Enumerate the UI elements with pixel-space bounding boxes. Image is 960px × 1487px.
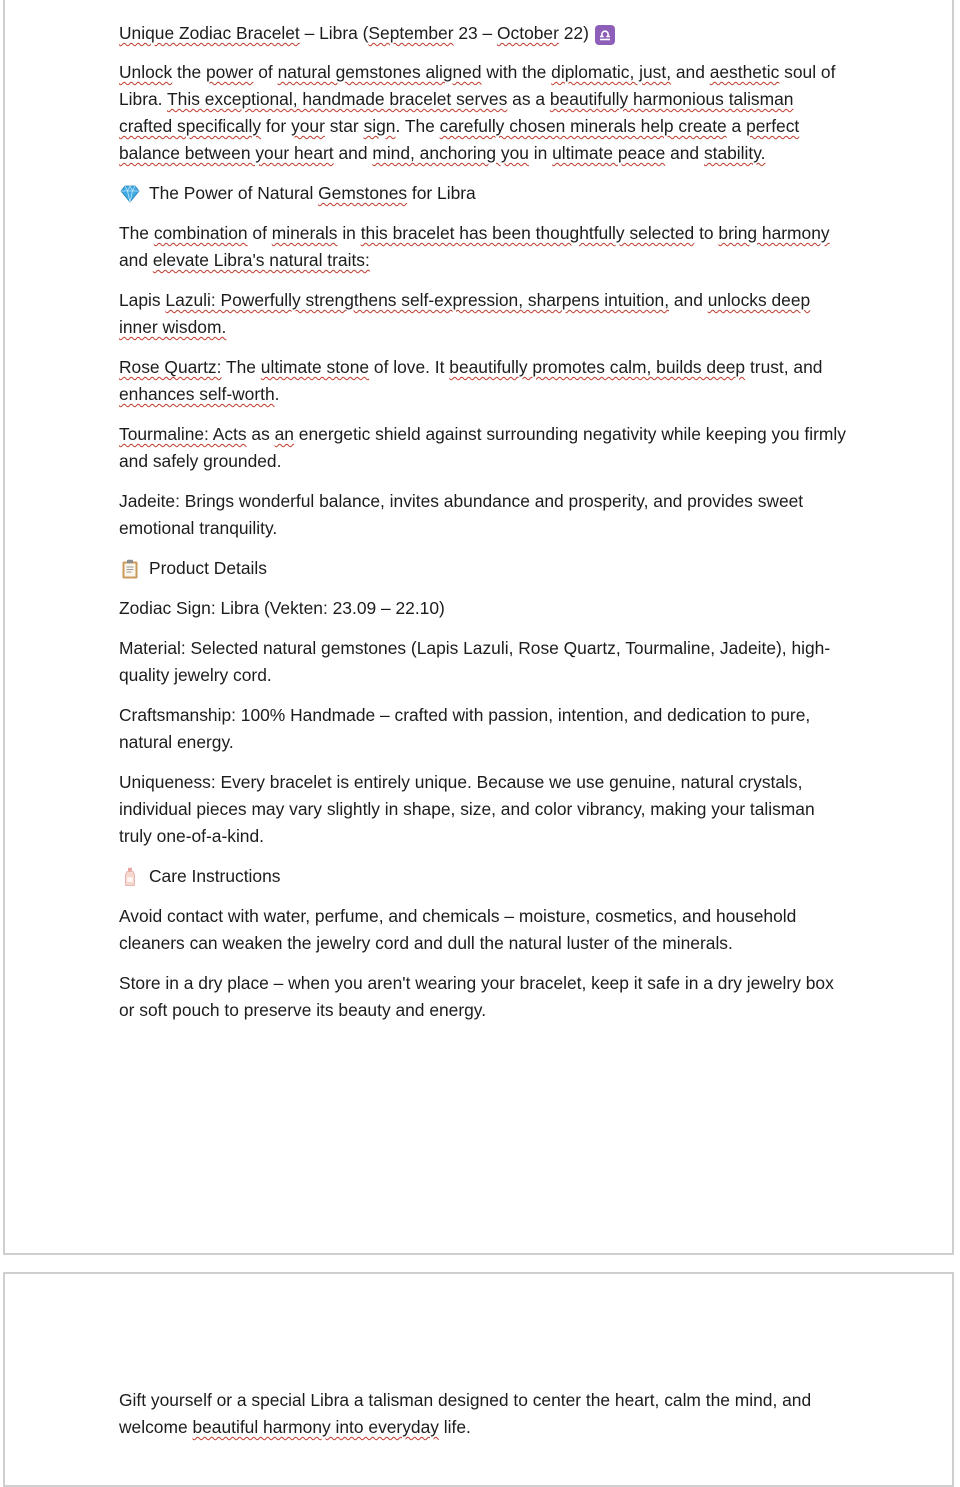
document-page-2 [3, 1272, 954, 1487]
libra-zodiac-icon [595, 25, 615, 45]
uniqueness-paragraph[interactable]: Uniqueness: Every bracelet is entirely unique. Because we use genuine, natural crystals, individual pieces may vary slightly in shape, size, and color vibrancy, making your talisman truly one-of-a-kind. [119, 772, 815, 846]
rose-quartz-paragraph[interactable]: Rose Quartz: The ultimate stone of love. It beautifully promotes calm, builds deep trust, and enhances self-worth. [119, 357, 823, 404]
misspelled-word[interactable]: ultimate stone [260, 357, 370, 377]
misspelled-word[interactable]: diplomatic, just, [551, 62, 672, 82]
misspelled-word[interactable]: September [368, 23, 454, 43]
misspelled-word[interactable]: ultimate peace [552, 143, 666, 163]
misspelled-word[interactable]: perfect balance between your heart [119, 116, 800, 163]
zodiac-sign-line[interactable]: Zodiac Sign: Libra (Vekten: 23.09 – 22.10) [119, 598, 445, 618]
document-title[interactable]: Unique Zodiac Bracelet – Libra (September 23 – October 22) [119, 20, 849, 47]
combination-paragraph[interactable]: The combination of minerals in this bracelet has been thoughtfully selected to bring harmony and elevate Libra's natural traits: [119, 223, 830, 270]
intro-paragraph[interactable]: Unlock the power of natural gemstones aligned with the diplomatic, just, and aesthetic soul of Libra. This exceptional, handmade bracelet serves as a beautifully harmonious talisman crafted specifically for your star sign. The carefully chosen minerals help create a perfect balance between your heart and mind, anchoring you in ultimate peace and stability. [119, 62, 836, 163]
jadeite-paragraph[interactable]: Jadeite: Brings wonderful balance, invites abundance and prosperity, and provides sweet emotional tranquility. [119, 491, 804, 538]
misspelled-word[interactable]: power [206, 62, 254, 82]
power-heading[interactable]: The Power of Natural Gemstones for Libra [119, 180, 849, 207]
page-1-content [119, 20, 849, 1037]
misspelled-word[interactable]: combination [153, 223, 248, 243]
misspelled-word[interactable]: Lazuli: Powerfully strengthens self-expression, sharpens intuition, [165, 290, 670, 310]
tourmaline-paragraph[interactable]: Tourmaline: Acts as an energetic shield against surrounding negativity while keeping you firmly and safely grounded. [119, 424, 846, 471]
misspelled-word[interactable]: stability. [703, 143, 766, 163]
misspelled-word[interactable]: elevate Libra's natural traits: [152, 250, 370, 270]
misspelled-word[interactable]: minerals [271, 223, 338, 243]
gift-paragraph[interactable]: Gift yourself or a special Libra a talisman designed to center the heart, calm the mind, and welcome beautiful harmony into everyday life. [119, 1390, 812, 1437]
misspelled-word[interactable]: natural gemstones aligned [277, 62, 482, 82]
page-2-content [119, 1387, 849, 1454]
lotion-bottle-icon [119, 866, 141, 888]
misspelled-word[interactable]: unlocks deep inner wisdom. [119, 290, 811, 337]
misspelled-word[interactable]: beautifully harmonious talisman crafted specifically [119, 89, 794, 136]
misspelled-word[interactable]: bring harmony [718, 223, 830, 243]
care-store-paragraph[interactable]: Store in a dry place – when you aren't wearing your bracelet, keep it safe in a dry jewelry box or soft pouch to preserve its beauty and energy. [119, 973, 834, 1020]
document-page-1 [3, 0, 954, 1255]
misspelled-word[interactable]: Unlock [119, 62, 173, 82]
misspelled-word[interactable]: enhances self-worth [119, 384, 275, 404]
care-heading[interactable]: Care Instructions [119, 863, 849, 890]
clipboard-icon [119, 558, 141, 580]
misspelled-word[interactable]: Rose Quartz: [119, 357, 222, 377]
misspelled-word[interactable]: carefully chosen minerals help create [439, 116, 727, 136]
details-heading[interactable]: Product Details [119, 555, 849, 582]
misspelled-word[interactable]: mind, anchoring you [372, 143, 529, 163]
care-avoid-paragraph[interactable]: Avoid contact with water, perfume, and chemicals – moisture, cosmetics, and household cleaners can weaken the jewelry cord and dull the natural luster of the minerals. [119, 906, 797, 953]
gem-icon [119, 183, 141, 205]
misspelled-word[interactable]: this bracelet has been thoughtfully selected [360, 223, 695, 243]
lapis-paragraph[interactable]: Lapis Lazuli: Powerfully strengthens self-expression, sharpens intuition, and unlocks deep inner wisdom. [119, 290, 811, 337]
misspelled-word[interactable]: an [274, 424, 294, 444]
material-paragraph[interactable]: Material: Selected natural gemstones (Lapis Lazuli, Rose Quartz, Tourmaline, Jadeite), high-quality jewelry cord. [119, 638, 831, 685]
misspelled-word[interactable]: Unique Zodiac Bracelet [119, 23, 300, 43]
misspelled-word[interactable]: aesthetic [709, 62, 780, 82]
misspelled-word[interactable]: Gemstones [318, 183, 408, 203]
misspelled-word[interactable]: Tourmaline: Acts [119, 424, 247, 444]
misspelled-word[interactable]: your [291, 116, 325, 136]
misspelled-word[interactable]: sign [363, 116, 396, 136]
misspelled-word[interactable]: beautifully promotes calm, builds deep [449, 357, 746, 377]
misspelled-word[interactable]: October [497, 23, 559, 43]
craftsmanship-paragraph[interactable]: Craftsmanship: 100% Handmade – crafted with passion, intention, and dedication to pure, natural energy. [119, 705, 811, 752]
misspelled-word[interactable]: This exceptional, handmade bracelet serves [167, 89, 508, 109]
misspelled-word[interactable]: beautiful harmony into everyday [192, 1417, 439, 1437]
